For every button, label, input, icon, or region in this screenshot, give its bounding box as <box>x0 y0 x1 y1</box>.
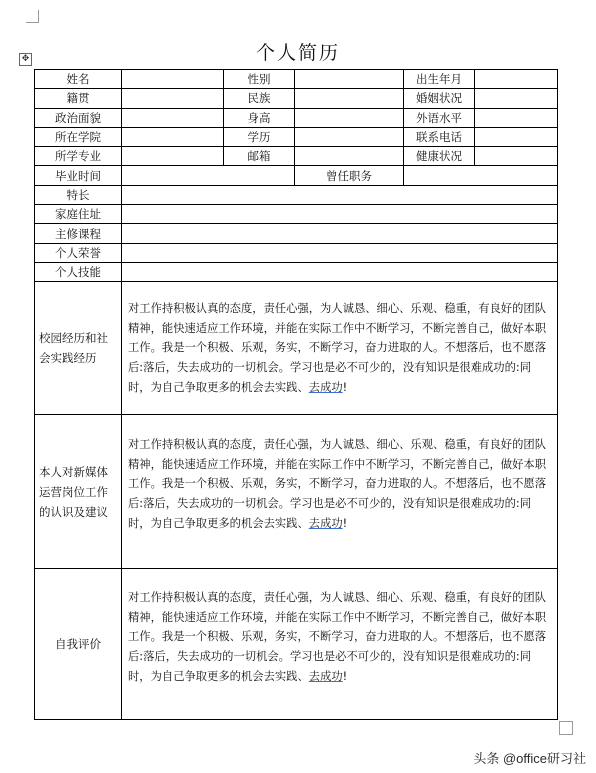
section-label-new-media: 本人对新媒体运营岗位工作的认识及建议 <box>35 415 122 569</box>
label-education: 学历 <box>224 127 295 146</box>
document-title: 个人简历 <box>255 42 340 64</box>
label-address: 家庭住址 <box>35 205 122 224</box>
value-graduation[interactable] <box>122 166 295 185</box>
paragraph-link-text: 去成功 <box>308 380 343 394</box>
table-row <box>35 70 558 89</box>
label-college: 所在学院 <box>35 127 122 146</box>
label-graduation: 毕业时间 <box>35 166 122 185</box>
value-native-place[interactable] <box>122 89 224 108</box>
table-row <box>35 147 558 166</box>
value-phone[interactable] <box>475 127 558 146</box>
label-courses: 主修课程 <box>35 224 122 243</box>
value-skills[interactable] <box>122 262 558 281</box>
section-text-self-eval[interactable] <box>122 569 558 720</box>
label-honors: 个人荣誉 <box>35 243 122 262</box>
section-text-new-media[interactable] <box>122 415 558 569</box>
value-gender[interactable] <box>295 70 404 89</box>
label-specialty: 特长 <box>35 185 122 204</box>
label-language: 外语水平 <box>404 108 475 127</box>
watermark: 头条 @office研习社 <box>473 751 586 766</box>
value-honors[interactable] <box>122 243 558 262</box>
table-move-handle-icon[interactable]: ✥ <box>19 53 32 66</box>
paragraph-end: ! <box>342 669 348 683</box>
label-marital: 婚姻状况 <box>404 89 475 108</box>
table-row <box>35 205 558 224</box>
label-gender: 性别 <box>224 70 295 89</box>
value-email[interactable] <box>295 147 404 166</box>
table-row <box>35 415 558 569</box>
table-row <box>35 243 558 262</box>
label-birth: 出生年月 <box>404 70 475 89</box>
table-row <box>35 166 558 185</box>
value-major[interactable] <box>122 147 224 166</box>
paragraph-text: 对工作持积极认真的态度，责任心强，为人诚恳、细心、乐观、稳重，有良好的团队精神，能快速适应工作环境，并能在实际工作中不断学习，不断完善自己，做好本职工作。我是一个积极、乐观，务实，不断学习，奋力进取的人。不想落后，也不愿落后:落后，失去成功的一切机会。学习也是必不可少的，没有知识是很难成功的:同时，为自己争取更多的机会去实践、 <box>128 302 546 394</box>
value-height[interactable] <box>295 108 404 127</box>
paragraph-link-text: 去成功 <box>308 669 343 683</box>
value-health[interactable] <box>475 147 558 166</box>
paragraph-end: ! <box>342 380 348 394</box>
label-positions: 曾任职务 <box>295 166 404 185</box>
value-courses[interactable] <box>122 224 558 243</box>
label-email: 邮箱 <box>224 147 295 166</box>
section-text-campus[interactable] <box>122 282 558 415</box>
value-ethnicity[interactable] <box>295 89 404 108</box>
paragraph-text: 对工作持积极认真的态度，责任心强，为人诚恳、细心、乐观、稳重，有良好的团队精神，能快速适应工作环境，并能在实际工作中不断学习，不断完善自己，做好本职工作。我是一个积极、乐观，务实，不断学习，奋力进取的人。不想落后，也不愿落后:落后，失去成功的一切机会。学习也是必不可少的，没有知识是很难成功的:同时，为自己争取更多的机会去实践、 <box>128 591 546 683</box>
value-name[interactable] <box>122 70 224 89</box>
value-birth[interactable] <box>475 70 558 89</box>
label-ethnicity: 民族 <box>224 89 295 108</box>
table-row <box>35 569 558 720</box>
table-row <box>35 127 558 146</box>
resume-table <box>34 69 558 720</box>
value-positions[interactable] <box>404 166 558 185</box>
table-row <box>35 108 558 127</box>
value-political[interactable] <box>122 108 224 127</box>
value-college[interactable] <box>122 127 224 146</box>
table-row <box>35 89 558 108</box>
value-specialty[interactable] <box>122 185 558 204</box>
paragraph-end: ! <box>342 516 348 530</box>
section-label-self-eval: 自我评价 <box>35 569 122 720</box>
label-name: 姓名 <box>35 70 122 89</box>
label-skills: 个人技能 <box>35 262 122 281</box>
table-row <box>35 282 558 415</box>
value-language[interactable] <box>475 108 558 127</box>
label-native-place: 籍贯 <box>35 89 122 108</box>
crop-mark-top-left <box>26 10 39 23</box>
table-row <box>35 185 558 204</box>
label-political: 政治面貌 <box>35 108 122 127</box>
value-address[interactable] <box>122 205 558 224</box>
label-health: 健康状况 <box>404 147 475 166</box>
section-label-campus: 校园经历和社会实践经历 <box>35 282 122 415</box>
label-height: 身高 <box>224 108 295 127</box>
label-phone: 联系电话 <box>404 127 475 146</box>
label-major: 所学专业 <box>35 147 122 166</box>
value-education[interactable] <box>295 127 404 146</box>
paragraph-text: 对工作持积极认真的态度，责任心强，为人诚恳、细心、乐观、稳重，有良好的团队精神，能快速适应工作环境，并能在实际工作中不断学习，不断完善自己，做好本职工作。我是一个积极、乐观，务实，不断学习，奋力进取的人。不想落后，也不愿落后:落后，失去成功的一切机会。学习也是必不可少的，没有知识是很难成功的:同时，为自己争取更多的机会去实践、 <box>128 438 546 530</box>
crop-mark-bottom-right <box>559 721 573 735</box>
paragraph-link-text: 去成功 <box>308 516 343 530</box>
table-row <box>35 262 558 281</box>
table-row <box>35 224 558 243</box>
value-marital[interactable] <box>475 89 558 108</box>
